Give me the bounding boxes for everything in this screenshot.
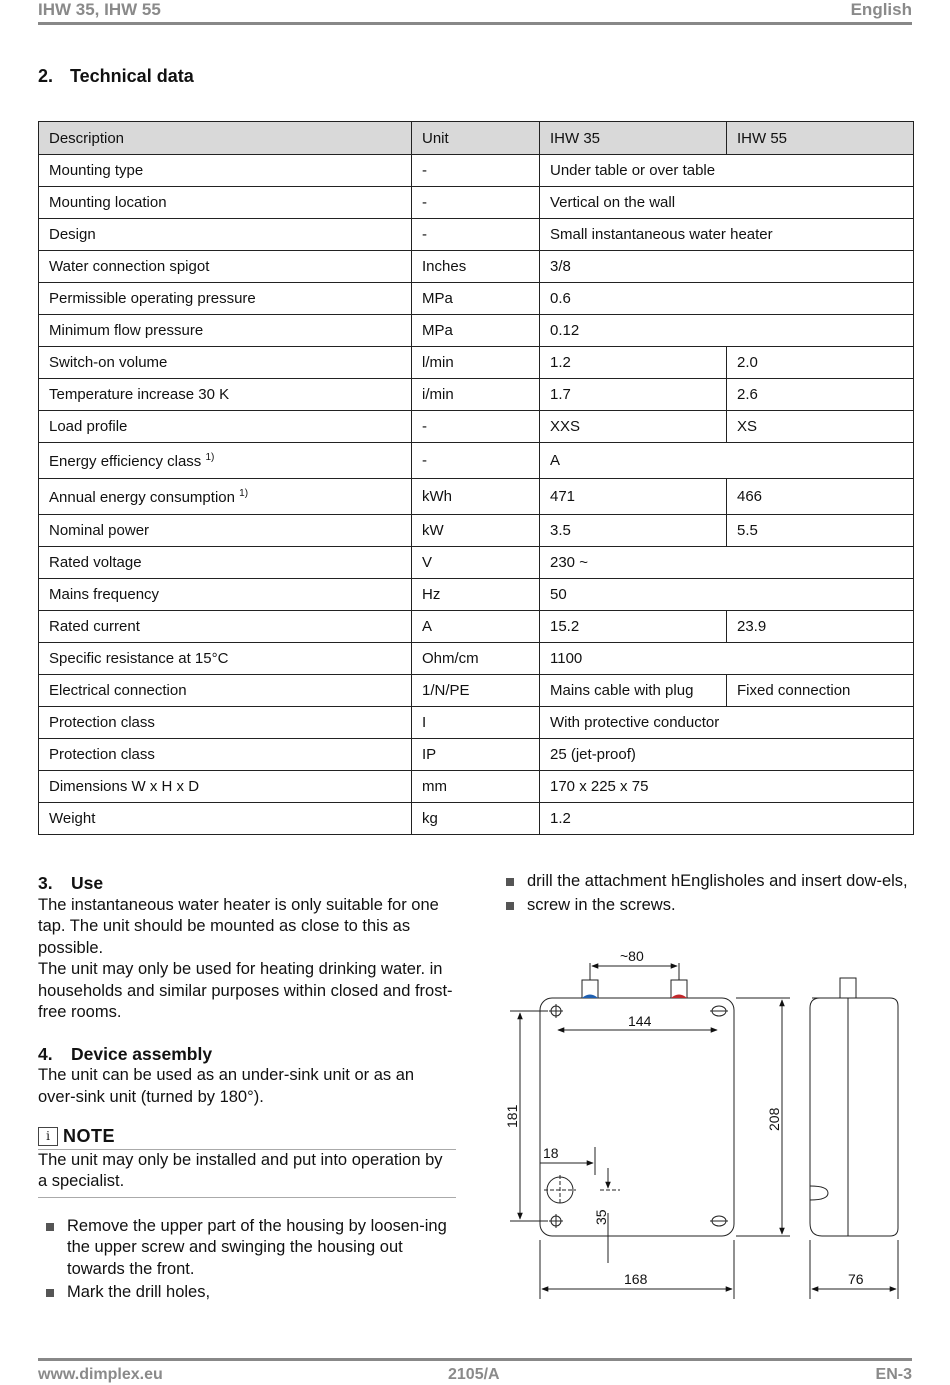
description-text: Dimensions W x H x D — [49, 778, 200, 795]
cell-unit: kW — [412, 515, 540, 547]
section-title: Technical data — [70, 66, 194, 86]
assembly-steps-continued — [498, 871, 913, 916]
description-text: Permissible operating pressure — [49, 290, 256, 307]
technical-data-table — [38, 121, 914, 835]
dimension-label-18: 18 — [543, 1145, 559, 1161]
table-row — [39, 155, 914, 187]
cell-ihw35: 1.2 — [540, 803, 914, 835]
cell-ihw35: Under table or over table — [540, 155, 914, 187]
cell-unit: MPa — [412, 283, 540, 315]
cell-description — [39, 187, 412, 219]
footer-website: www.dimplex.eu — [38, 1366, 163, 1383]
cell-unit: MPa — [412, 315, 540, 347]
description-text: Nominal power — [49, 522, 150, 539]
list-item: Mark the drill holes, — [38, 1282, 456, 1304]
cell-unit: - — [412, 219, 540, 251]
header-model: IHW 35, IHW 55 — [38, 0, 161, 19]
cell-unit: mm — [412, 771, 540, 803]
header-cell-description: Description — [39, 122, 412, 155]
page-header — [38, 0, 912, 25]
table-row — [39, 251, 914, 283]
cell-ihw35: 50 — [540, 579, 914, 611]
footer-page-number: EN-3 — [875, 1366, 912, 1383]
description-text: Design — [49, 226, 96, 243]
page-footer — [38, 1358, 912, 1383]
cold-water-indicator — [582, 995, 598, 999]
header-cell-ihw35: IHW 35 — [540, 122, 727, 155]
cell-description — [39, 707, 412, 739]
cell-unit: Hz — [412, 579, 540, 611]
table-row — [39, 643, 914, 675]
cell-ihw35: 3.5 — [540, 515, 727, 547]
note-title: NOTE — [63, 1126, 116, 1146]
left-column — [38, 873, 456, 1306]
table-row — [39, 219, 914, 251]
table-row — [39, 547, 914, 579]
footnote-marker: 1) — [239, 487, 249, 499]
cell-unit: - — [412, 187, 540, 219]
table-row — [39, 803, 914, 835]
housing-front-view — [540, 998, 734, 1236]
description-text: Mounting location — [49, 194, 167, 211]
cell-unit: I — [412, 707, 540, 739]
description-text: Mains frequency — [49, 586, 160, 603]
dimension-label-35: 35 — [593, 1209, 609, 1225]
table-row — [39, 771, 914, 803]
cell-unit: - — [412, 443, 540, 479]
table-header-row — [39, 122, 914, 155]
description-text: Electrical connection — [49, 682, 187, 699]
cell-ihw55: XS — [727, 411, 914, 443]
cell-ihw35: 25 (jet-proof) — [540, 739, 914, 771]
right-column — [498, 871, 913, 918]
cell-ihw35: 15.2 — [540, 611, 727, 643]
hot-water-indicator — [671, 995, 687, 999]
cell-ihw35: A — [540, 443, 914, 479]
cell-unit: i/min — [412, 379, 540, 411]
cell-unit: V — [412, 547, 540, 579]
note-box — [38, 1126, 456, 1198]
cell-unit: l/min — [412, 347, 540, 379]
table-row — [39, 675, 914, 707]
table-row — [39, 347, 914, 379]
cell-ihw35: XXS — [540, 411, 727, 443]
housing-side-view — [810, 998, 898, 1236]
table-row — [39, 739, 914, 771]
cell-description — [39, 379, 412, 411]
cell-ihw35: 3/8 — [540, 251, 914, 283]
assembly-title: Device assembly — [71, 1043, 213, 1064]
cell-description — [39, 315, 412, 347]
description-text: Protection class — [49, 746, 155, 763]
table-row — [39, 411, 914, 443]
description-text: Energy efficiency class — [49, 452, 202, 470]
cell-ihw55: 23.9 — [727, 611, 914, 643]
cell-description — [39, 803, 412, 835]
assembly-number: 4. — [38, 1043, 53, 1064]
mounting-dimensions-diagram — [500, 943, 912, 1303]
cell-ihw35: Vertical on the wall — [540, 187, 914, 219]
table-row — [39, 515, 914, 547]
cell-description — [39, 547, 412, 579]
description-text: Specific resistance at 15°C — [49, 650, 229, 667]
cell-description — [39, 251, 412, 283]
use-title: Use — [71, 873, 104, 893]
table-row — [39, 379, 914, 411]
cell-ihw35: 471 — [540, 479, 727, 515]
description-text: Switch-on volume — [49, 354, 168, 371]
cell-unit: 1/N/PE — [412, 675, 540, 707]
note-text: The unit may only be installed and put into operation by a specialist. — [38, 1150, 443, 1190]
section-number: 2. — [38, 66, 54, 86]
description-text: Rated current — [49, 618, 140, 635]
cell-unit: - — [412, 155, 540, 187]
cell-description — [39, 739, 412, 771]
header-cell-ihw55: IHW 55 — [727, 122, 914, 155]
section-heading-use — [38, 873, 456, 895]
cell-ihw35: 170 x 225 x 75 — [540, 771, 914, 803]
cell-description — [39, 479, 412, 515]
cell-unit: Inches — [412, 251, 540, 283]
list-item: screw in the screws. — [498, 895, 913, 917]
cell-ihw55: 2.0 — [727, 347, 914, 379]
use-paragraph-2: The unit may only be used for heating drinking water. in households and similar purposes within closed and frost-free rooms. — [38, 960, 453, 1021]
cell-unit: IP — [412, 739, 540, 771]
table-row — [39, 187, 914, 219]
assembly-steps — [38, 1216, 456, 1304]
description-text: Mounting type — [49, 162, 144, 179]
description-text: Rated voltage — [49, 554, 142, 571]
section-heading-device-assembly — [38, 1044, 456, 1066]
cell-description — [39, 579, 412, 611]
list-item: drill the attachment hEnglisholes and insert dow-els, — [498, 871, 913, 893]
cell-description — [39, 443, 412, 479]
cell-ihw35: 0.12 — [540, 315, 914, 347]
cell-ihw35: 1.2 — [540, 347, 727, 379]
cell-description — [39, 611, 412, 643]
info-icon: i — [38, 1127, 58, 1146]
list-item: Remove the upper part of the housing by loosen-ing the upper screw and swinging the housing out towards the front. — [38, 1216, 456, 1281]
description-text: Minimum flow pressure — [49, 322, 204, 339]
cell-description — [39, 771, 412, 803]
cell-ihw35: 0.6 — [540, 283, 914, 315]
use-paragraph-1: The instantaneous water heater is only suitable for one tap. The unit should be mounted as close to this as possible. — [38, 895, 439, 957]
cell-unit: kg — [412, 803, 540, 835]
footer-revision: 2105/A — [448, 1366, 500, 1383]
description-text: Annual energy consumption — [49, 488, 235, 506]
cell-ihw35: 1100 — [540, 643, 914, 675]
dimension-drawing — [500, 943, 912, 1303]
description-text: Weight — [49, 810, 96, 827]
cell-description — [39, 219, 412, 251]
header-cell-unit: Unit — [412, 122, 540, 155]
cell-ihw35: With protective conductor — [540, 707, 914, 739]
cell-ihw55: 2.6 — [727, 379, 914, 411]
table-row — [39, 479, 914, 515]
cell-description — [39, 411, 412, 443]
table-row — [39, 707, 914, 739]
section-title-technical-data — [38, 66, 194, 87]
cell-ihw55: Fixed connection — [727, 675, 914, 707]
cell-unit: A — [412, 611, 540, 643]
cell-description — [39, 515, 412, 547]
description-text: Temperature increase 30 K — [49, 386, 230, 403]
cell-unit: Ohm/cm — [412, 643, 540, 675]
dimension-label-181: 181 — [504, 1104, 520, 1128]
cell-unit: kWh — [412, 479, 540, 515]
table-row — [39, 315, 914, 347]
cell-unit: - — [412, 411, 540, 443]
table-row — [39, 611, 914, 643]
cell-ihw35: Mains cable with plug — [540, 675, 727, 707]
use-number: 3. — [38, 873, 53, 893]
cell-description — [39, 155, 412, 187]
cell-description — [39, 283, 412, 315]
cell-ihw35: Small instantaneous water heater — [540, 219, 914, 251]
table-row — [39, 283, 914, 315]
dimension-label-76: 76 — [848, 1271, 864, 1287]
cell-ihw55: 466 — [727, 479, 914, 515]
cell-description — [39, 347, 412, 379]
header-language: English — [850, 0, 912, 19]
assembly-paragraph: The unit can be used as an under-sink unit or as an over-sink unit (turned by 180°). — [38, 1066, 415, 1106]
table-row — [39, 579, 914, 611]
cell-description — [39, 643, 412, 675]
table-row — [39, 443, 914, 479]
description-text: Water connection spigot — [49, 258, 210, 275]
cell-ihw55: 5.5 — [727, 515, 914, 547]
footnote-marker: 1) — [205, 451, 215, 463]
cell-description — [39, 675, 412, 707]
dimension-label-80: ~80 — [620, 948, 644, 964]
note-header — [38, 1126, 456, 1150]
cell-ihw35: 230 ~ — [540, 547, 914, 579]
dimension-label-168: 168 — [624, 1271, 648, 1287]
description-text: Protection class — [49, 714, 155, 731]
dimension-label-208: 208 — [766, 1107, 782, 1131]
description-text: Load profile — [49, 418, 128, 435]
dimension-label-144: 144 — [628, 1013, 652, 1029]
cell-ihw35: 1.7 — [540, 379, 727, 411]
